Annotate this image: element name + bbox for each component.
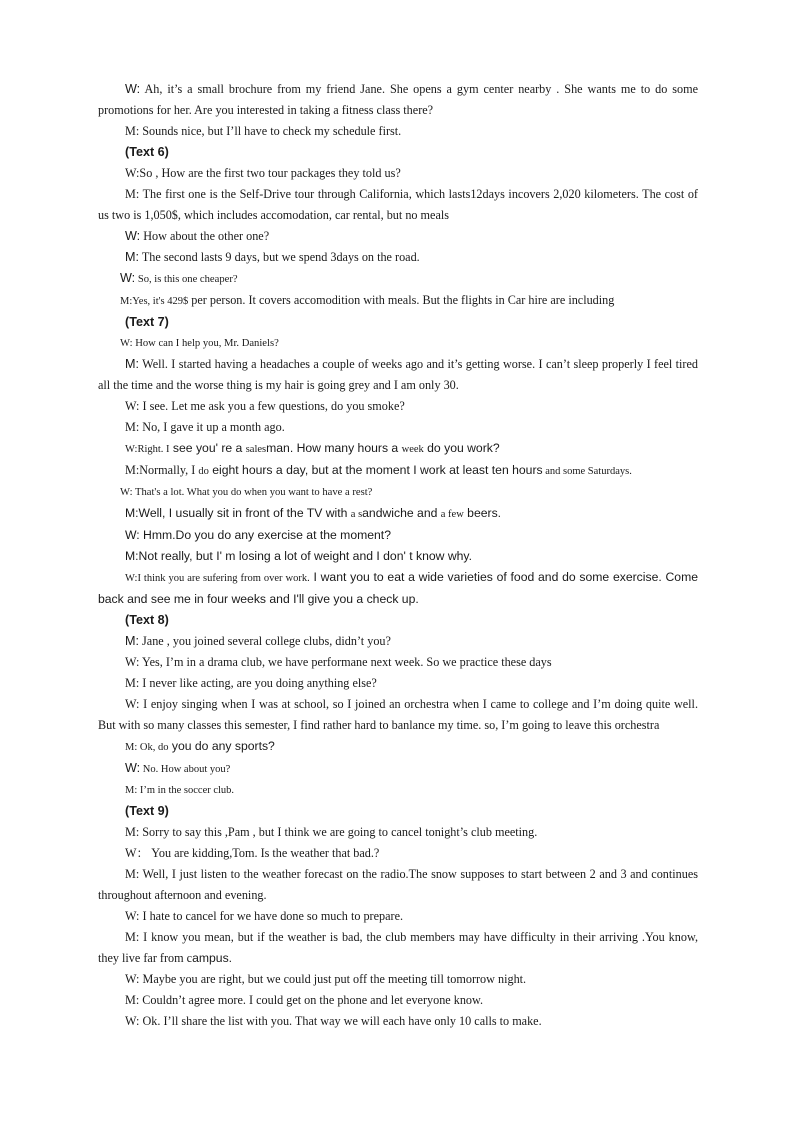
dialogue-text: M:Normally, I: [125, 463, 199, 477]
dialogue-text: The second lasts 9 days, but we spend 3days on the road.: [139, 250, 420, 264]
paragraph: M: Sorry to say this ,Pam , but I think we are going to cancel tonight’s club meeting.: [125, 825, 538, 839]
section-heading-text-6: (Text 6): [125, 145, 169, 159]
dialogue-text: per person. It covers accomodition with meals. But the flights in Car hire are including: [188, 293, 615, 307]
paragraph: [98, 460, 698, 482]
dialogue-text: Jane , you joined several college clubs, didn’t you?: [139, 634, 391, 648]
paragraph: [98, 438, 698, 460]
speaker-label: M:: [125, 250, 139, 264]
dialogue-text: man. How many hours a: [266, 441, 402, 455]
dialogue-text: M: I know you mean, but if the weather is bad, the club members may have difficulty in their arriving .You know, they live far from c: [98, 930, 698, 965]
dialogue-text: M: Ok, do: [125, 742, 169, 753]
dialogue-text: W:Right. I: [125, 444, 170, 455]
dialogue-text: a few: [440, 509, 464, 520]
document-body: [98, 79, 698, 1032]
dialogue-text: I want you to eat a wide varieties of food and do some exercise. Come back and see me in four weeks and I'll give you a check up.: [98, 570, 698, 606]
paragraph: M: I never like acting, are you doing anything else?: [125, 676, 377, 690]
paragraph: [98, 226, 698, 247]
paragraph: M: I’m in the soccer club.: [125, 785, 235, 796]
paragraph: [98, 736, 698, 758]
dialogue-text: beers.: [463, 506, 502, 520]
paragraph: W: How can I help you, Mr. Daniels?: [120, 338, 279, 349]
dialogue-text: M:Yes, it's 429$: [120, 296, 189, 307]
paragraph: M: Sounds nice, but I’ll have to check my schedule first.: [125, 124, 402, 138]
dialogue-text: see you' re a: [169, 441, 246, 455]
paragraph: [98, 927, 698, 969]
paragraph: W: I hate to cancel for we have done so much to prepare.: [125, 909, 404, 923]
speaker-label: W:: [125, 761, 141, 775]
speaker-label: W:: [125, 82, 141, 96]
paragraph: M: Well, I just listen to the weather forecast on the radio.The snow supposes to start between 2 and 3 and continues throughout afternoon and evening.: [98, 867, 698, 902]
section-heading-text-8: (Text 8): [125, 613, 169, 627]
paragraph: [98, 567, 698, 610]
paragraph: W: Hmm.Do you do any exercise at the moment?: [125, 528, 391, 542]
paragraph: M: No, I gave it up a month ago.: [125, 420, 285, 434]
paragraph: [98, 354, 698, 396]
paragraph: M: The first one is the Self-Drive tour through California, which lasts12days incovers 2,020 kilometers. The cost of us two is 1,050$, which includes accomodation, car rental, but no meals: [98, 187, 698, 222]
paragraph: [98, 503, 698, 525]
paragraph: W: I see. Let me ask you a few questions, do you smoke?: [125, 399, 405, 413]
speaker-label: M:: [125, 634, 139, 648]
section-heading-text-9: (Text 9): [125, 804, 169, 818]
paragraph: [98, 247, 698, 268]
dialogue-text: week: [401, 444, 424, 455]
dialogue-text: W:I think you are sufering from over work.: [125, 573, 310, 584]
dialogue-text: sales: [245, 444, 267, 455]
speaker-label: W:: [125, 229, 141, 243]
dialogue-text: Well. I started having a headaches a couple of weeks ago and it’s getting worse. I can’t sleep properly I feel tired all the time and the worse thing is my hair is going grey and I am only 30.: [98, 357, 698, 392]
dialogue-text: Ah, it’s a small brochure from my friend Jane. She opens a gym center nearby . She wants me to do some promotions for her. Are you interested in taking a fitness class there?: [98, 82, 698, 117]
paragraph: M:Not really, but I' m losing a lot of weight and I don' t know why.: [125, 549, 472, 563]
paragraph: [98, 631, 698, 652]
paragraph: [98, 79, 698, 121]
dialogue-text: a s: [350, 509, 363, 520]
dialogue-text: So, is this one cheaper?: [135, 274, 238, 285]
paragraph: W:So , How are the first two tour packages they told us?: [125, 166, 401, 180]
paragraph: [98, 268, 698, 290]
dialogue-text: andwiche and: [362, 506, 441, 520]
paragraph: W: That's a lot. What you do when you want to have a rest?: [120, 487, 373, 498]
paragraph: [98, 290, 698, 312]
speaker-label: W:: [120, 271, 136, 285]
paragraph: W: Maybe you are right, but we could just put off the meeting till tomorrow night.: [125, 972, 527, 986]
dialogue-text: ampus.: [192, 951, 233, 965]
dialogue-text: How about the other one?: [140, 229, 270, 243]
dialogue-text: eight hours a day, but at the moment I work at least ten hours: [208, 463, 543, 477]
section-heading-text-7: (Text 7): [125, 315, 169, 329]
paragraph: W: Yes, I’m in a drama club, we have performane next week. So we practice these days: [125, 655, 552, 669]
speaker-label: M:: [125, 357, 139, 371]
paragraph: M: Couldn’t agree more. I could get on the phone and let everyone know.: [125, 993, 484, 1007]
paragraph: W: Ok. I’ll share the list with you. That way we will each have only 10 calls to make.: [125, 1014, 542, 1028]
dialogue-text: No. How about you?: [140, 764, 231, 775]
dialogue-text: M:Well, I usually sit in front of the TV with: [125, 506, 351, 520]
paragraph: [98, 758, 698, 780]
dialogue-text: do: [198, 466, 209, 477]
dialogue-text: and some Saturdays.: [542, 466, 632, 477]
paragraph: W: I enjoy singing when I was at school, so I joined an orchestra when I came to college and I’m doing quite well. But with so many classes this semester, I find rather hard to banlance my time. so, I’m going to leave this orchestra: [98, 697, 698, 732]
paragraph: W： You are kidding,Tom. Is the weather that bad.?: [125, 846, 380, 860]
dialogue-text: you do any sports?: [168, 739, 275, 753]
dialogue-text: do you work?: [423, 441, 500, 455]
